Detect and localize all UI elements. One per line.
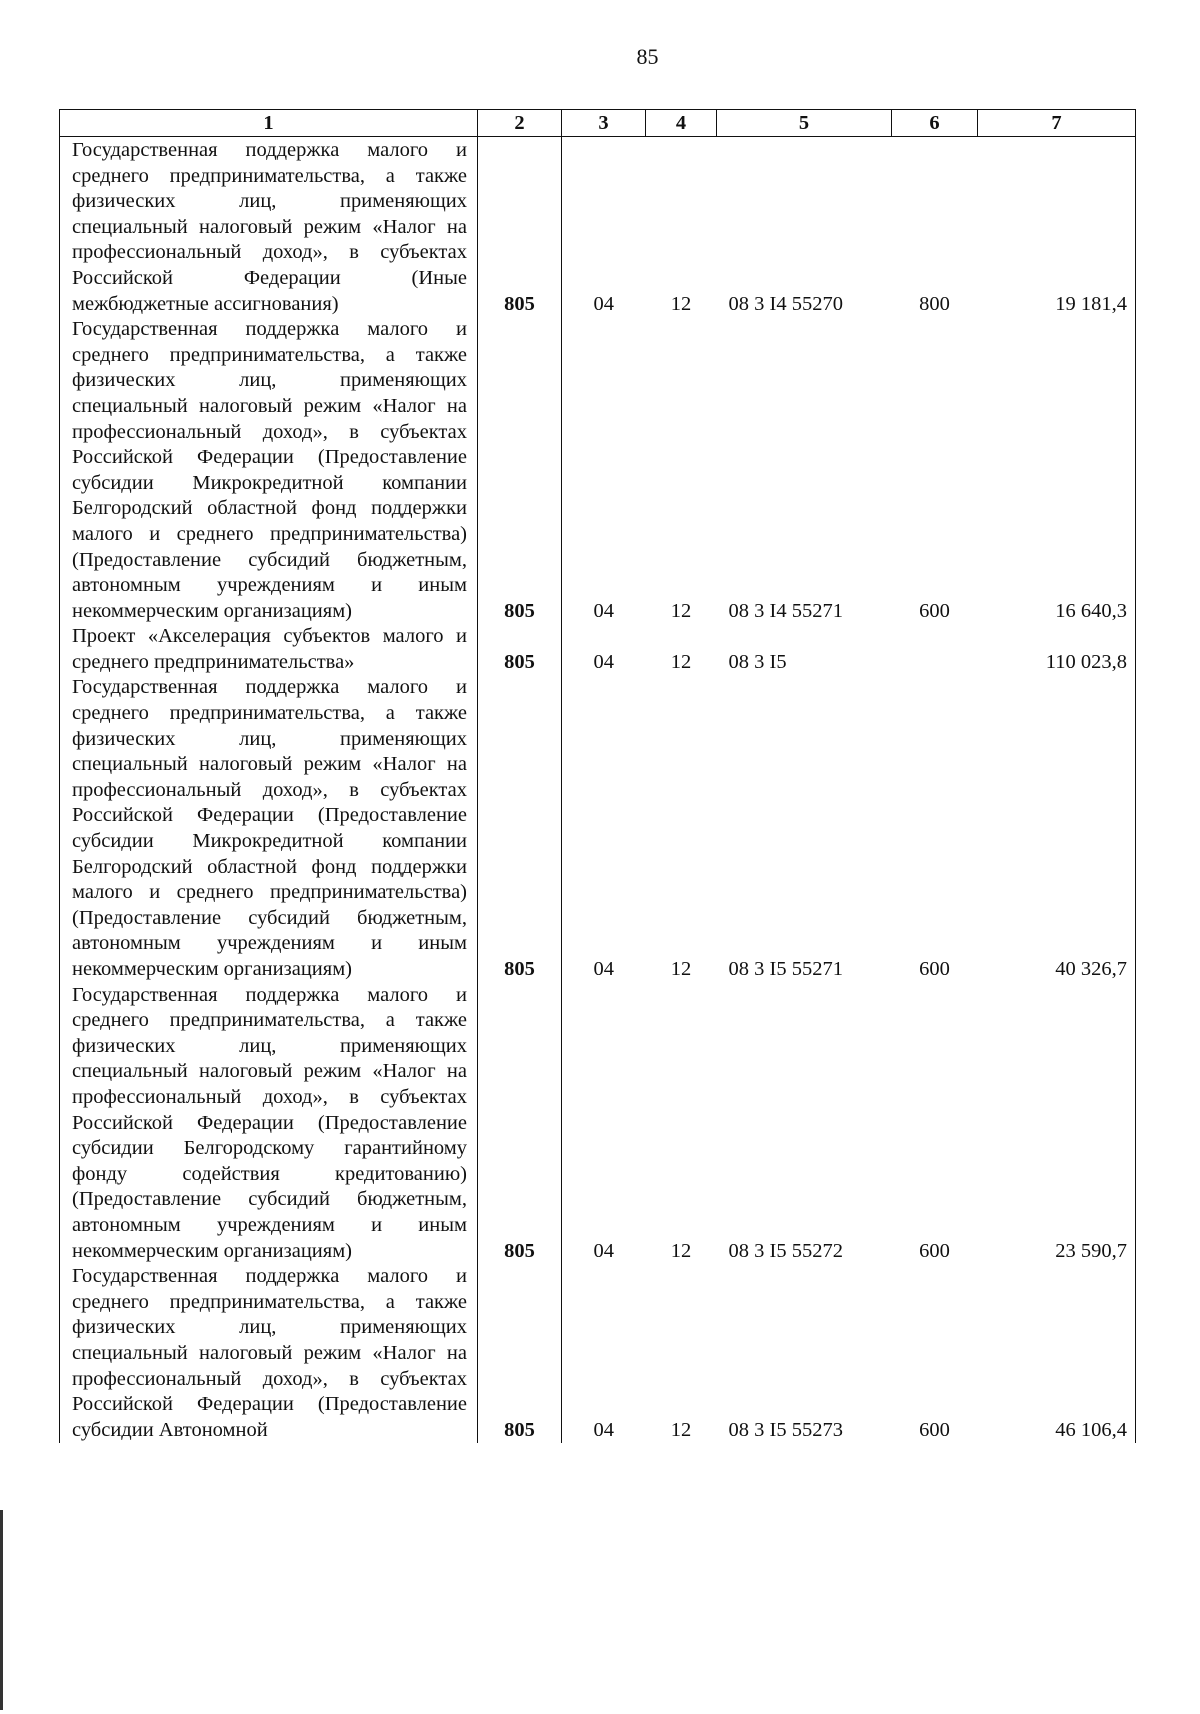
column-header-7: 7	[978, 110, 1136, 137]
target-article-cell: 08 3 I4 55270	[728, 292, 843, 315]
table-row	[60, 624, 1136, 675]
scan-edge-mark	[0, 1510, 3, 1710]
budget-table	[59, 109, 1136, 1443]
expense-type-cell: 600	[919, 1418, 950, 1441]
expense-type-cell: 600	[919, 599, 950, 622]
amount-cell: 16 640,3	[978, 317, 1136, 624]
expense-type-cell	[892, 624, 978, 675]
amount-cell: 40 326,7	[978, 675, 1136, 982]
subsection-cell: 12	[670, 599, 692, 622]
row-name-cell: Государственная поддержка малого и среднего предпринимательства, а также физических лиц, применяющих специальный налоговый режим «Налог на профессиональный доход», в субъектах Российской Федерации (Предоставление субсидии Белгородскому гарантийному фонду содействия кредитованию) (Предоставление субсидий бюджетным, автономным учреждениям и иным некоммерческим организациям)	[60, 983, 478, 1265]
row-name-cell: Государственная поддержка малого и среднего предпринимательства, а также физических лиц, применяющих специальный налоговый режим «Налог на профессиональный доход», в субъектах Российской Федерации (Иные межбюджетные ассигнования)	[60, 137, 478, 318]
amount-cell: 19 181,4	[978, 137, 1136, 318]
section-cell: 04	[562, 983, 646, 1265]
subsection-cell: 12	[670, 292, 692, 315]
section-cell: 04	[562, 317, 646, 624]
row-name-cell: Государственная поддержка малого и среднего предпринимательства, а также физических лиц, применяющих специальный налоговый режим «Налог на профессиональный доход», в субъектах Российской Федерации (Предоставление субсидии Автономной	[60, 1264, 478, 1443]
table-header-row	[60, 110, 1136, 137]
row-name-cell: Государственная поддержка малого и среднего предпринимательства, а также физических лиц, применяющих специальный налоговый режим «Налог на профессиональный доход», в субъектах Российской Федерации (Предоставление субсидии Микрокредитной компании Белгородский областной фонд поддержки малого и среднего предпринимательства) (Предоставление субсидий бюджетным, автономным учреждениям и иным некоммерческим организациям)	[60, 317, 478, 624]
section-cell: 04	[562, 675, 646, 982]
column-header-6: 6	[892, 110, 978, 137]
grbs-cell: 805	[478, 317, 562, 624]
table-row	[60, 983, 1136, 1265]
expense-type-cell: 800	[919, 292, 950, 315]
section-cell: 04	[562, 137, 646, 318]
table-row	[60, 317, 1136, 624]
amount-cell: 110 023,8	[978, 624, 1136, 675]
subsection-cell: 12	[670, 958, 692, 980]
grbs-cell: 805	[478, 675, 562, 982]
table-row	[60, 1264, 1136, 1443]
table-row	[60, 675, 1136, 982]
target-article-cell: 08 3 I5 55272	[728, 1239, 843, 1262]
table-row	[60, 137, 1136, 318]
column-header-3: 3	[562, 110, 646, 137]
target-article-cell: 08 3 I4 55271	[728, 599, 843, 622]
target-article-cell: 08 3 I5 55271	[728, 958, 843, 980]
subsection-cell: 12	[670, 1239, 692, 1262]
subsection-cell: 12	[670, 650, 692, 673]
grbs-cell: 805	[478, 983, 562, 1265]
section-cell: 04	[562, 624, 646, 675]
amount-cell: 23 590,7	[978, 983, 1136, 1265]
column-header-2: 2	[478, 110, 562, 137]
target-article-cell: 08 3 I5 55273	[728, 1418, 843, 1441]
row-name-cell: Проект «Акселерация субъектов малого и среднего предпринимательства»	[60, 624, 478, 675]
grbs-cell: 805	[478, 1264, 562, 1443]
section-cell: 04	[562, 1264, 646, 1443]
grbs-cell: 805	[478, 137, 562, 318]
expense-type-cell: 600	[919, 958, 950, 980]
amount-cell: 46 106,4	[978, 1264, 1136, 1443]
page-number: 85	[636, 44, 659, 69]
row-name-cell: Государственная поддержка малого и среднего предпринимательства, а также физических лиц, применяющих специальный налоговый режим «Налог на профессиональный доход», в субъектах Российской Федерации (Предоставление субсидии Микрокредитной компании Белгородский областной фонд поддержки малого и среднего предпринимательства) (Предоставление субсидий бюджетным, автономным учреждениям и иным некоммерческим организациям)	[60, 675, 478, 982]
grbs-cell: 805	[478, 624, 562, 675]
subsection-cell: 12	[670, 1418, 692, 1441]
expense-type-cell: 600	[919, 1239, 950, 1262]
column-header-1: 1	[60, 110, 478, 137]
column-header-5: 5	[717, 110, 892, 137]
column-header-4: 4	[646, 110, 717, 137]
target-article-cell: 08 3 I5	[728, 650, 787, 673]
